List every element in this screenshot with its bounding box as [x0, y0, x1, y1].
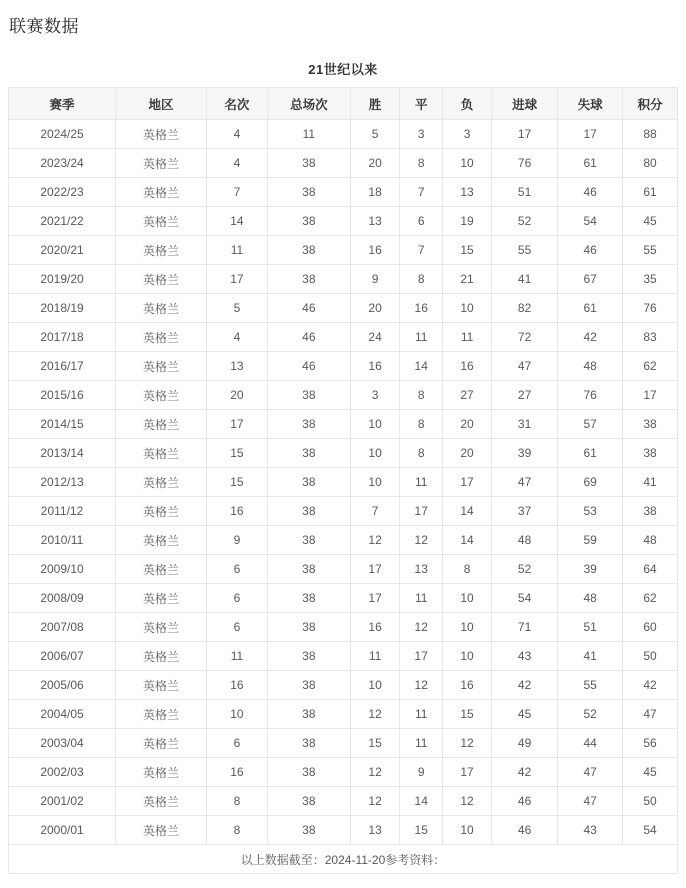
cell-region: 英格兰 [116, 352, 207, 381]
cell-wins: 12 [350, 758, 400, 787]
table-header-row [9, 88, 678, 120]
cell-season: 2022/23 [9, 178, 116, 207]
cell-goals-against: 43 [558, 816, 623, 845]
cell-region: 英格兰 [116, 816, 207, 845]
cell-goals-for: 54 [491, 584, 557, 613]
cell-draws: 8 [400, 439, 443, 468]
cell-draws: 8 [400, 410, 443, 439]
cell-goals-against: 61 [558, 294, 623, 323]
cell-goals-for: 76 [491, 149, 557, 178]
cell-points: 38 [623, 410, 678, 439]
cell-wins: 20 [350, 149, 400, 178]
cell-losses: 12 [443, 787, 492, 816]
cell-goals-for: 52 [491, 555, 557, 584]
cell-rank: 9 [207, 526, 268, 555]
table-row [9, 381, 678, 410]
cell-season: 2015/16 [9, 381, 116, 410]
table-row [9, 584, 678, 613]
cell-goals-for: 49 [491, 729, 557, 758]
table-row [9, 700, 678, 729]
cell-draws: 9 [400, 758, 443, 787]
cell-goals-against: 39 [558, 555, 623, 584]
table-row [9, 120, 678, 149]
cell-season: 2013/14 [9, 439, 116, 468]
cell-region: 英格兰 [116, 468, 207, 497]
cell-wins: 13 [350, 816, 400, 845]
cell-rank: 4 [207, 149, 268, 178]
cell-goals-against: 57 [558, 410, 623, 439]
cell-rank: 7 [207, 178, 268, 207]
cell-season: 2023/24 [9, 149, 116, 178]
cell-goals-against: 67 [558, 265, 623, 294]
cell-season: 2011/12 [9, 497, 116, 526]
cell-matches: 38 [267, 207, 350, 236]
cell-draws: 17 [400, 497, 443, 526]
table-row [9, 671, 678, 700]
cell-draws: 12 [400, 671, 443, 700]
cell-matches: 38 [267, 671, 350, 700]
cell-season: 2009/10 [9, 555, 116, 584]
cell-season: 2012/13 [9, 468, 116, 497]
table-row [9, 410, 678, 439]
table-row [9, 178, 678, 207]
cell-points: 41 [623, 468, 678, 497]
cell-goals-for: 47 [491, 468, 557, 497]
cell-region: 英格兰 [116, 410, 207, 439]
cell-points: 42 [623, 671, 678, 700]
cell-region: 英格兰 [116, 178, 207, 207]
cell-draws: 6 [400, 207, 443, 236]
cell-rank: 4 [207, 120, 268, 149]
cell-losses: 15 [443, 700, 492, 729]
cell-goals-against: 59 [558, 526, 623, 555]
cell-season: 2018/19 [9, 294, 116, 323]
cell-losses: 3 [443, 120, 492, 149]
cell-region: 英格兰 [116, 120, 207, 149]
cell-points: 76 [623, 294, 678, 323]
cell-points: 48 [623, 526, 678, 555]
cell-losses: 15 [443, 236, 492, 265]
cell-wins: 10 [350, 468, 400, 497]
cell-draws: 3 [400, 120, 443, 149]
column-header-points: 积分 [623, 88, 678, 120]
cell-matches: 38 [267, 265, 350, 294]
cell-points: 62 [623, 352, 678, 381]
cell-matches: 38 [267, 236, 350, 265]
cell-draws: 11 [400, 729, 443, 758]
cell-points: 45 [623, 758, 678, 787]
cell-matches: 46 [267, 323, 350, 352]
cell-rank: 8 [207, 787, 268, 816]
cell-goals-for: 39 [491, 439, 557, 468]
cell-draws: 11 [400, 584, 443, 613]
cell-losses: 10 [443, 149, 492, 178]
cell-matches: 38 [267, 468, 350, 497]
cell-points: 83 [623, 323, 678, 352]
table-subtitle: 21世纪以来 [308, 62, 378, 77]
cell-season: 2021/22 [9, 207, 116, 236]
cell-matches: 38 [267, 613, 350, 642]
cell-region: 英格兰 [116, 265, 207, 294]
cell-goals-against: 61 [558, 439, 623, 468]
cell-goals-against: 53 [558, 497, 623, 526]
cell-goals-for: 42 [491, 758, 557, 787]
cell-region: 英格兰 [116, 642, 207, 671]
cell-points: 45 [623, 207, 678, 236]
cell-matches: 38 [267, 787, 350, 816]
cell-matches: 38 [267, 178, 350, 207]
cell-season: 2003/04 [9, 729, 116, 758]
cell-goals-for: 51 [491, 178, 557, 207]
cell-goals-against: 54 [558, 207, 623, 236]
cell-losses: 20 [443, 439, 492, 468]
cell-wins: 12 [350, 526, 400, 555]
cell-losses: 10 [443, 816, 492, 845]
cell-rank: 15 [207, 439, 268, 468]
cell-rank: 16 [207, 758, 268, 787]
column-header-matches: 总场次 [267, 88, 350, 120]
column-header-wins: 胜 [350, 88, 400, 120]
cell-rank: 6 [207, 584, 268, 613]
cell-season: 2010/11 [9, 526, 116, 555]
cell-draws: 7 [400, 178, 443, 207]
cell-region: 英格兰 [116, 323, 207, 352]
cell-goals-for: 46 [491, 787, 557, 816]
cell-wins: 15 [350, 729, 400, 758]
cell-points: 80 [623, 149, 678, 178]
cell-points: 38 [623, 439, 678, 468]
cell-losses: 13 [443, 178, 492, 207]
cell-draws: 8 [400, 381, 443, 410]
cell-draws: 11 [400, 700, 443, 729]
table-footnote: 以上数据截至：2024-11-20参考资料： [9, 845, 678, 874]
cell-wins: 24 [350, 323, 400, 352]
cell-goals-against: 69 [558, 468, 623, 497]
cell-rank: 4 [207, 323, 268, 352]
cell-goals-for: 45 [491, 700, 557, 729]
cell-season: 2007/08 [9, 613, 116, 642]
cell-goals-against: 55 [558, 671, 623, 700]
cell-season: 2005/06 [9, 671, 116, 700]
cell-matches: 38 [267, 729, 350, 758]
cell-goals-against: 61 [558, 149, 623, 178]
cell-points: 47 [623, 700, 678, 729]
cell-draws: 11 [400, 323, 443, 352]
cell-season: 2014/15 [9, 410, 116, 439]
cell-wins: 17 [350, 555, 400, 584]
cell-wins: 10 [350, 671, 400, 700]
cell-draws: 8 [400, 265, 443, 294]
column-header-region: 地区 [116, 88, 207, 120]
table-footnote-row [9, 845, 678, 874]
cell-season: 2002/03 [9, 758, 116, 787]
cell-season: 2001/02 [9, 787, 116, 816]
cell-draws: 12 [400, 613, 443, 642]
cell-losses: 12 [443, 729, 492, 758]
cell-goals-for: 17 [491, 120, 557, 149]
cell-rank: 6 [207, 613, 268, 642]
cell-points: 88 [623, 120, 678, 149]
cell-matches: 38 [267, 410, 350, 439]
cell-season: 2019/20 [9, 265, 116, 294]
cell-losses: 27 [443, 381, 492, 410]
table-row [9, 265, 678, 294]
column-header-goals-for: 进球 [491, 88, 557, 120]
cell-matches: 38 [267, 700, 350, 729]
cell-losses: 14 [443, 526, 492, 555]
cell-goals-against: 17 [558, 120, 623, 149]
cell-goals-against: 48 [558, 584, 623, 613]
cell-draws: 14 [400, 787, 443, 816]
cell-wins: 16 [350, 236, 400, 265]
cell-wins: 3 [350, 381, 400, 410]
cell-wins: 7 [350, 497, 400, 526]
table-row [9, 236, 678, 265]
cell-region: 英格兰 [116, 700, 207, 729]
cell-goals-against: 42 [558, 323, 623, 352]
cell-season: 2008/09 [9, 584, 116, 613]
cell-season: 2016/17 [9, 352, 116, 381]
table-row [9, 149, 678, 178]
cell-region: 英格兰 [116, 613, 207, 642]
cell-season: 2006/07 [9, 642, 116, 671]
cell-losses: 16 [443, 352, 492, 381]
league-data-table [8, 87, 678, 874]
cell-region: 英格兰 [116, 584, 207, 613]
cell-rank: 6 [207, 729, 268, 758]
column-header-draws: 平 [400, 88, 443, 120]
cell-goals-against: 41 [558, 642, 623, 671]
cell-losses: 17 [443, 468, 492, 497]
cell-goals-against: 44 [558, 729, 623, 758]
cell-rank: 11 [207, 642, 268, 671]
cell-goals-for: 43 [491, 642, 557, 671]
cell-rank: 11 [207, 236, 268, 265]
cell-matches: 38 [267, 439, 350, 468]
cell-goals-for: 47 [491, 352, 557, 381]
cell-points: 55 [623, 236, 678, 265]
cell-points: 50 [623, 642, 678, 671]
cell-goals-for: 52 [491, 207, 557, 236]
cell-wins: 10 [350, 439, 400, 468]
cell-season: 2000/01 [9, 816, 116, 845]
cell-losses: 11 [443, 323, 492, 352]
cell-goals-for: 27 [491, 381, 557, 410]
cell-losses: 20 [443, 410, 492, 439]
cell-matches: 11 [267, 120, 350, 149]
cell-region: 英格兰 [116, 526, 207, 555]
cell-points: 56 [623, 729, 678, 758]
cell-rank: 16 [207, 671, 268, 700]
cell-rank: 16 [207, 497, 268, 526]
cell-rank: 5 [207, 294, 268, 323]
cell-losses: 10 [443, 642, 492, 671]
cell-matches: 38 [267, 526, 350, 555]
table-row [9, 758, 678, 787]
cell-goals-for: 71 [491, 613, 557, 642]
cell-rank: 10 [207, 700, 268, 729]
cell-region: 英格兰 [116, 758, 207, 787]
cell-losses: 14 [443, 497, 492, 526]
cell-region: 英格兰 [116, 787, 207, 816]
cell-draws: 13 [400, 555, 443, 584]
cell-goals-for: 46 [491, 816, 557, 845]
cell-goals-against: 46 [558, 178, 623, 207]
cell-wins: 9 [350, 265, 400, 294]
cell-rank: 8 [207, 816, 268, 845]
cell-region: 英格兰 [116, 381, 207, 410]
cell-goals-for: 41 [491, 265, 557, 294]
cell-losses: 21 [443, 265, 492, 294]
cell-losses: 10 [443, 294, 492, 323]
cell-rank: 20 [207, 381, 268, 410]
table-row [9, 642, 678, 671]
cell-matches: 46 [267, 294, 350, 323]
cell-losses: 8 [443, 555, 492, 584]
cell-wins: 16 [350, 613, 400, 642]
table-row [9, 439, 678, 468]
cell-matches: 46 [267, 352, 350, 381]
cell-region: 英格兰 [116, 207, 207, 236]
column-header-rank: 名次 [207, 88, 268, 120]
cell-draws: 15 [400, 816, 443, 845]
cell-points: 64 [623, 555, 678, 584]
cell-region: 英格兰 [116, 439, 207, 468]
cell-wins: 17 [350, 584, 400, 613]
page-title: 联赛数据 [9, 17, 79, 36]
cell-region: 英格兰 [116, 236, 207, 265]
cell-losses: 10 [443, 613, 492, 642]
cell-goals-against: 51 [558, 613, 623, 642]
table-row [9, 352, 678, 381]
cell-goals-for: 31 [491, 410, 557, 439]
table-row [9, 468, 678, 497]
cell-season: 2024/25 [9, 120, 116, 149]
cell-goals-against: 48 [558, 352, 623, 381]
cell-goals-against: 52 [558, 700, 623, 729]
cell-points: 61 [623, 178, 678, 207]
cell-points: 35 [623, 265, 678, 294]
cell-region: 英格兰 [116, 555, 207, 584]
cell-goals-against: 47 [558, 758, 623, 787]
column-header-goals-against: 失球 [558, 88, 623, 120]
cell-points: 60 [623, 613, 678, 642]
cell-losses: 16 [443, 671, 492, 700]
cell-season: 2017/18 [9, 323, 116, 352]
table-row [9, 526, 678, 555]
cell-points: 38 [623, 497, 678, 526]
cell-points: 17 [623, 381, 678, 410]
table-row [9, 729, 678, 758]
cell-region: 英格兰 [116, 497, 207, 526]
column-header-losses: 负 [443, 88, 492, 120]
cell-losses: 10 [443, 584, 492, 613]
cell-matches: 38 [267, 816, 350, 845]
column-header-season: 赛季 [9, 88, 116, 120]
cell-season: 2020/21 [9, 236, 116, 265]
cell-losses: 19 [443, 207, 492, 236]
cell-points: 50 [623, 787, 678, 816]
cell-matches: 38 [267, 497, 350, 526]
cell-matches: 38 [267, 149, 350, 178]
cell-draws: 8 [400, 149, 443, 178]
cell-goals-for: 55 [491, 236, 557, 265]
cell-matches: 38 [267, 642, 350, 671]
table-row [9, 294, 678, 323]
cell-goals-against: 76 [558, 381, 623, 410]
cell-rank: 14 [207, 207, 268, 236]
table-row [9, 207, 678, 236]
cell-region: 英格兰 [116, 729, 207, 758]
cell-matches: 38 [267, 584, 350, 613]
table-row [9, 497, 678, 526]
cell-losses: 17 [443, 758, 492, 787]
cell-points: 62 [623, 584, 678, 613]
cell-goals-for: 42 [491, 671, 557, 700]
cell-region: 英格兰 [116, 149, 207, 178]
cell-wins: 12 [350, 700, 400, 729]
cell-matches: 38 [267, 381, 350, 410]
cell-goals-for: 72 [491, 323, 557, 352]
cell-draws: 14 [400, 352, 443, 381]
cell-region: 英格兰 [116, 294, 207, 323]
cell-rank: 15 [207, 468, 268, 497]
cell-matches: 38 [267, 758, 350, 787]
cell-wins: 13 [350, 207, 400, 236]
cell-rank: 13 [207, 352, 268, 381]
table-row [9, 787, 678, 816]
table-row [9, 555, 678, 584]
cell-rank: 17 [207, 265, 268, 294]
cell-draws: 17 [400, 642, 443, 671]
cell-draws: 11 [400, 468, 443, 497]
cell-region: 英格兰 [116, 671, 207, 700]
cell-goals-for: 48 [491, 526, 557, 555]
cell-points: 54 [623, 816, 678, 845]
cell-goals-against: 46 [558, 236, 623, 265]
cell-wins: 20 [350, 294, 400, 323]
cell-goals-for: 37 [491, 497, 557, 526]
cell-draws: 16 [400, 294, 443, 323]
cell-rank: 6 [207, 555, 268, 584]
cell-wins: 16 [350, 352, 400, 381]
cell-wins: 11 [350, 642, 400, 671]
table-row [9, 816, 678, 845]
cell-draws: 12 [400, 526, 443, 555]
cell-goals-for: 82 [491, 294, 557, 323]
table-row [9, 613, 678, 642]
cell-goals-against: 47 [558, 787, 623, 816]
cell-wins: 12 [350, 787, 400, 816]
cell-matches: 38 [267, 555, 350, 584]
table-row [9, 323, 678, 352]
cell-season: 2004/05 [9, 700, 116, 729]
cell-rank: 17 [207, 410, 268, 439]
cell-wins: 18 [350, 178, 400, 207]
cell-wins: 5 [350, 120, 400, 149]
cell-wins: 10 [350, 410, 400, 439]
cell-draws: 7 [400, 236, 443, 265]
